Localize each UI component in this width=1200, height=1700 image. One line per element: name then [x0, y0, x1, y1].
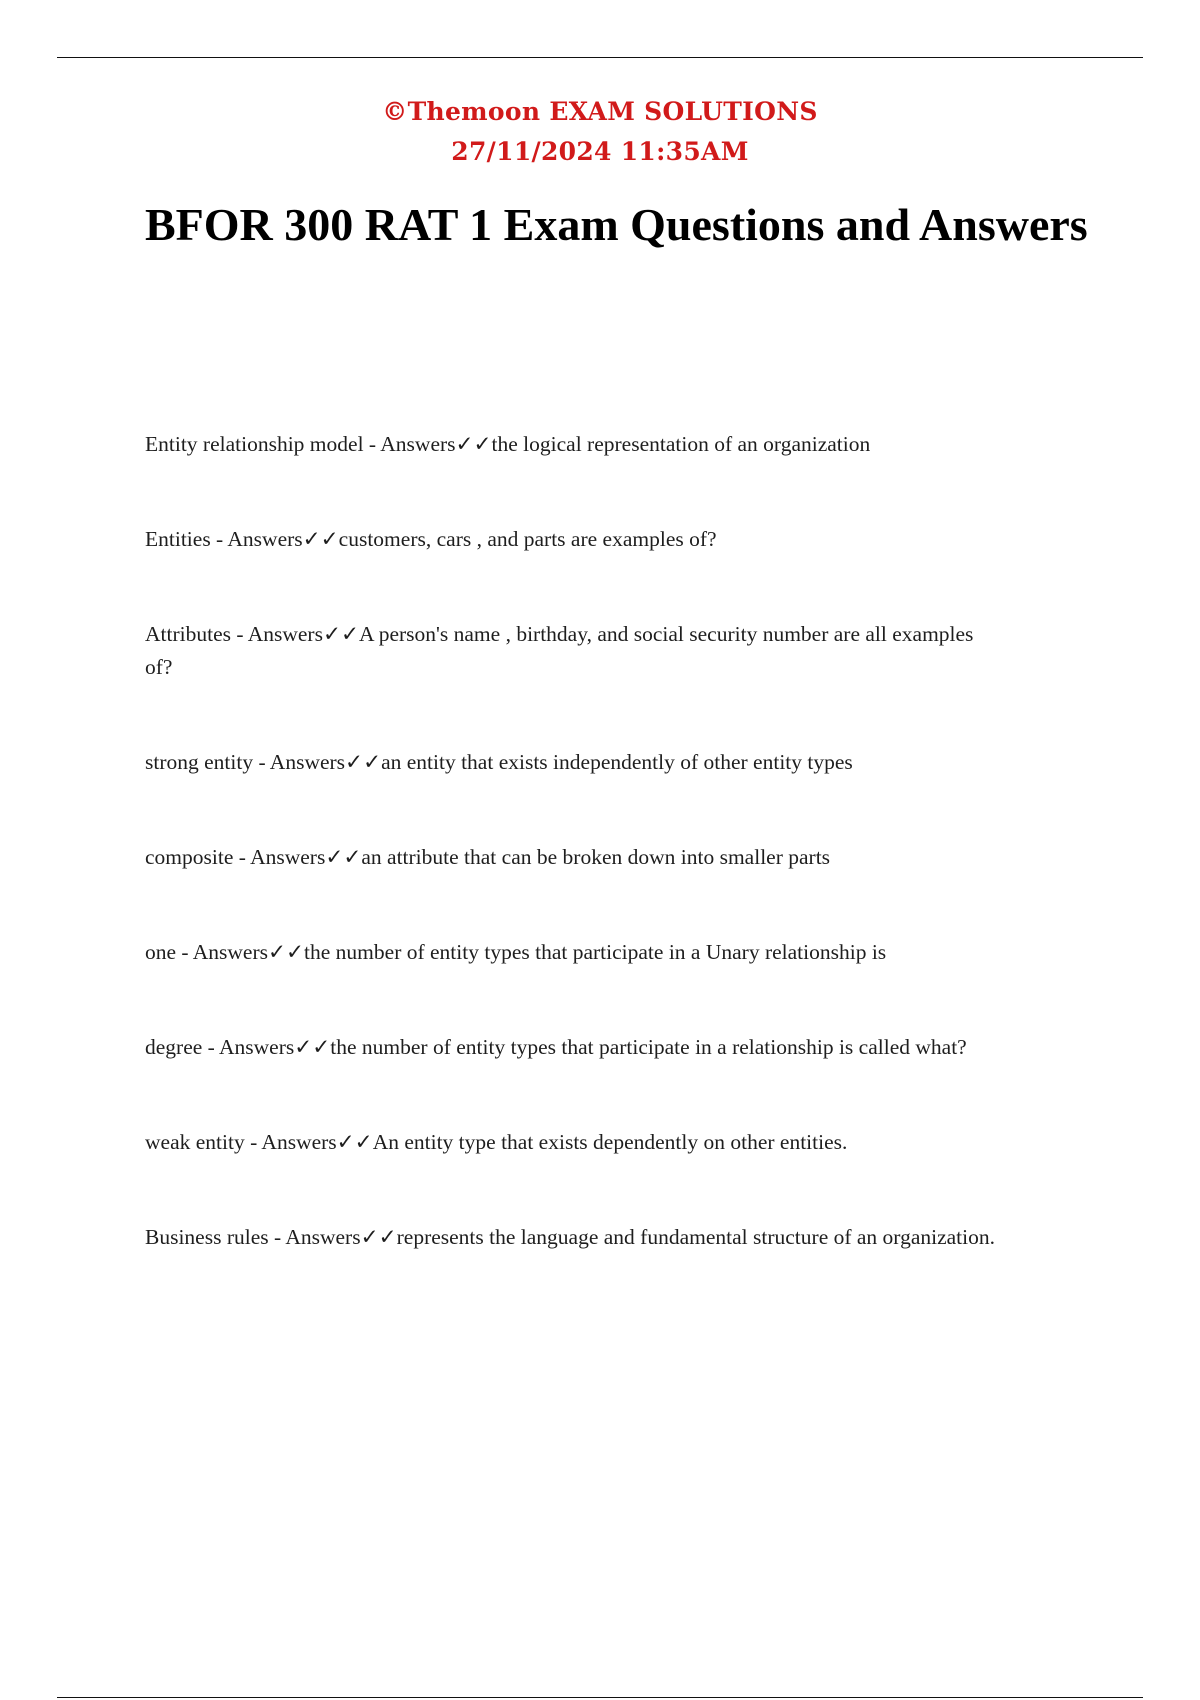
watermark-brand: ©Themoon EXAM SOLUTIONS: [382, 97, 818, 126]
qa-item: Entity relationship model - Answers✓✓the logical representation of an organization: [145, 432, 871, 456]
qa-item: Entities - Answers✓✓customers, cars , and parts are examples of?: [145, 527, 717, 551]
top-rule: [57, 57, 1143, 58]
qa-item: Business rules - Answers✓✓represents the language and fundamental structure of an organization.: [145, 1225, 996, 1249]
qa-item: degree - Answers✓✓the number of entity types that participate in a relationship is called what?: [145, 1035, 967, 1059]
bottom-rule: [57, 1697, 1143, 1698]
qa-item: one - Answers✓✓the number of entity types that participate in a Unary relationship is: [145, 940, 887, 964]
watermark-header: [0, 92, 1200, 172]
qa-item: strong entity - Answers✓✓an entity that exists independently of other entity types: [145, 750, 853, 774]
document-title: BFOR 300 RAT 1 Exam Questions and Answers: [145, 199, 1088, 250]
qa-item: weak entity - Answers✓✓An entity type that exists dependently on other entities.: [145, 1130, 848, 1154]
qa-item: composite - Answers✓✓an attribute that can be broken down into smaller parts: [145, 845, 831, 869]
watermark-timestamp: 27/11/2024 11:35AM: [451, 137, 749, 166]
qa-list: [145, 428, 1105, 1316]
qa-item: Attributes - Answers✓✓A person's name , birthday, and social security number are all examples of?: [145, 622, 974, 679]
